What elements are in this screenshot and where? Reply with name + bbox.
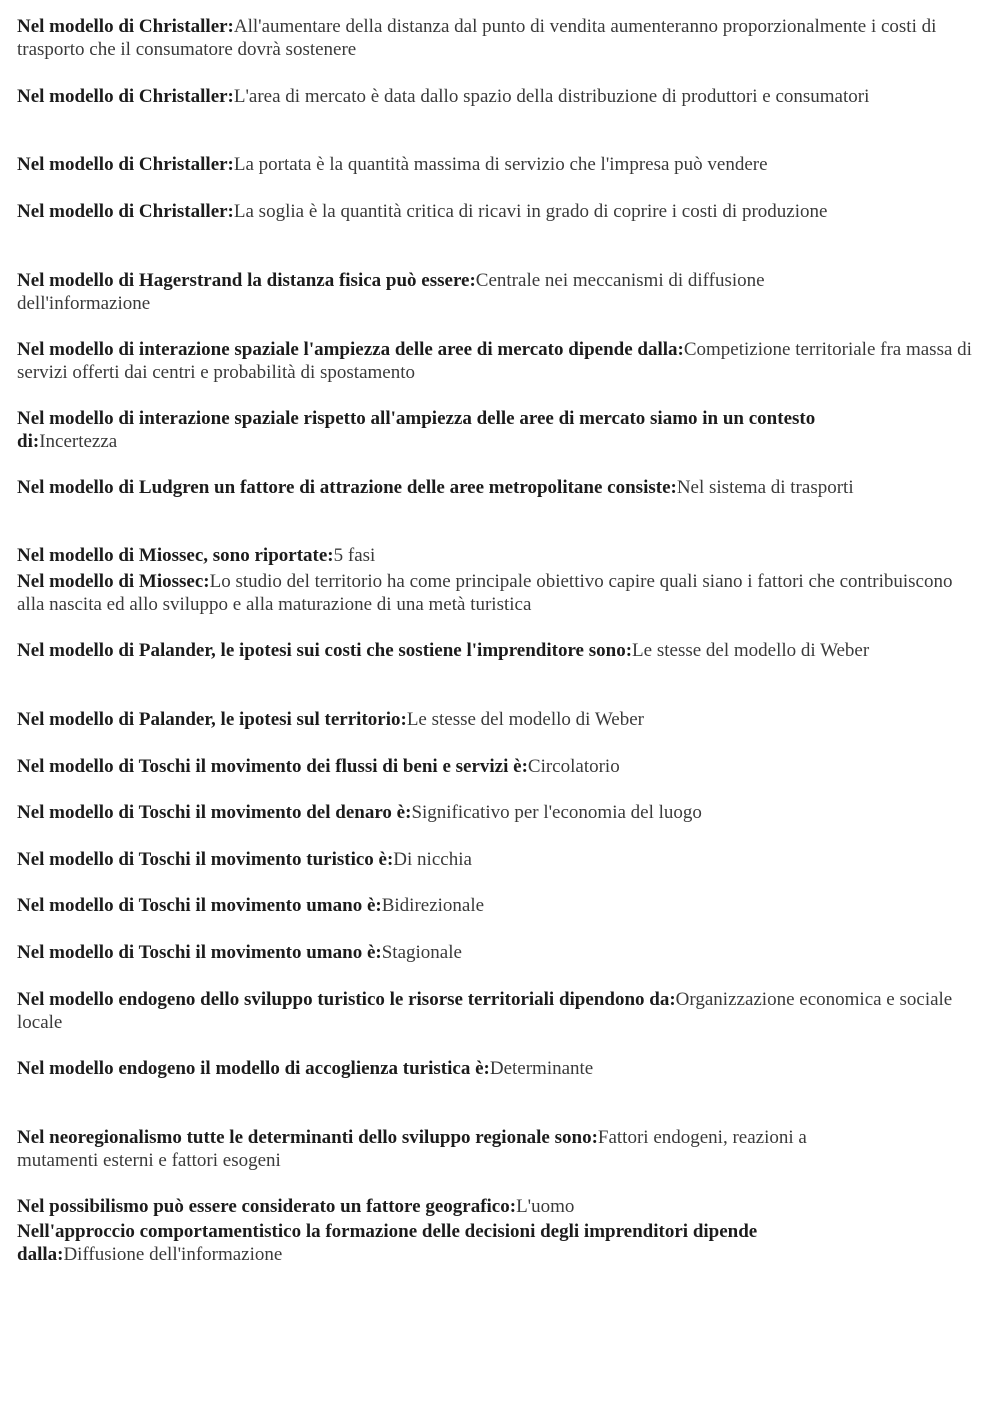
question-text: Nel modello di Miossec, sono riportate:	[17, 545, 334, 566]
answer-text: Organizzazione economica e sociale locale	[17, 989, 953, 1033]
qa-entry	[17, 756, 977, 779]
qa-entry	[17, 895, 977, 918]
answer-text: Lo studio del territorio ha come principale obiettivo capire quali siano i fattori che contribuiscono alla nascita ed allo sviluppo e alla maturazione di una metà turistica	[17, 571, 953, 615]
answer-text: Stagionale	[381, 942, 462, 963]
qa-entry	[17, 1221, 837, 1266]
qa-entry	[17, 640, 977, 663]
qa-entry	[17, 571, 977, 616]
qa-entry	[17, 477, 977, 500]
qa-entry	[17, 1127, 877, 1172]
qa-entry	[17, 942, 977, 965]
answer-text: Determinante	[489, 1058, 594, 1079]
answer-text: Circolatorio	[527, 756, 620, 777]
qa-entry	[17, 1058, 977, 1081]
answer-text: Le stesse del modello di Weber	[406, 709, 644, 730]
question-text: Nell'approccio comportamentistico la formazione delle decisioni degli imprenditori dipende dalla:	[17, 1221, 758, 1265]
qa-entry	[17, 408, 897, 453]
answer-text: La portata è la quantità massima di servizio che l'impresa può vendere	[233, 154, 768, 175]
qa-entry	[17, 802, 977, 825]
question-text: Nel modello endogeno dello sviluppo turistico le risorse territoriali dipendono da:	[17, 989, 676, 1010]
qa-entry	[17, 989, 957, 1034]
question-text: Nel modello di Miossec:	[17, 571, 210, 592]
answer-text: L'area di mercato è data dallo spazio della distribuzione di produttori e consumatori	[233, 86, 870, 107]
question-text: Nel modello di Toschi il movimento umano è:	[17, 942, 382, 963]
question-text: Nel modello di Toschi il movimento dei flussi di beni e servizi è:	[17, 756, 528, 777]
question-text: Nel modello di Christaller:	[17, 86, 234, 107]
qa-entry	[17, 849, 977, 872]
answer-text: Fattori endogeni, reazioni a mutamenti esterni e fattori esogeni	[17, 1127, 807, 1171]
qa-entry	[17, 339, 977, 384]
answer-text: Centrale nei meccanismi di diffusione dell'informazione	[17, 270, 765, 314]
question-text: Nel modello di Toschi il movimento umano è:	[17, 895, 382, 916]
answer-text: Nel sistema di trasporti	[676, 477, 854, 498]
answer-text: 5 fasi	[333, 545, 376, 566]
qa-entry	[17, 86, 977, 109]
answer-text: All'aumentare della distanza dal punto di vendita aumenteranno proporzionalmente i costi di trasporto che il consumatore dovrà sostenere	[17, 16, 937, 60]
question-text: Nel modello di interazione spaziale rispetto all'ampiezza delle aree di mercato siamo in un contesto di:	[17, 408, 816, 452]
answer-text: La soglia è la quantità critica di ricavi in grado di coprire i costi di produzione	[233, 201, 828, 222]
qa-entry	[17, 270, 847, 315]
question-text: Nel modello di Hagerstrand la distanza fisica può essere:	[17, 270, 476, 291]
answer-text: Incertezza	[39, 430, 118, 452]
qa-entry	[17, 201, 977, 224]
question-text: Nel modello di Christaller:	[17, 154, 234, 175]
answer-text: L'uomo	[516, 1196, 575, 1217]
question-text: Nel modello di interazione spaziale l'ampiezza delle aree di mercato dipende dalla:	[17, 339, 684, 360]
question-text: Nel modello di Palander, le ipotesi sul territorio:	[17, 709, 407, 730]
question-text: Nel modello di Christaller:	[17, 201, 234, 222]
qa-entry	[17, 154, 977, 177]
qa-entry	[17, 545, 977, 568]
qa-entry	[17, 16, 977, 61]
qa-entry	[17, 1196, 977, 1219]
question-text: Nel possibilismo può essere considerato un fattore geografico:	[17, 1196, 517, 1217]
answer-text: Le stesse del modello di Weber	[632, 640, 870, 661]
question-text: Nel modello endogeno il modello di accoglienza turistica è:	[17, 1058, 490, 1079]
answer-text: Significativo per l'economia del luogo	[411, 802, 702, 823]
answer-text: Bidirezionale	[381, 895, 485, 916]
answer-text: Diffusione dell'informazione	[63, 1243, 283, 1265]
question-text: Nel neoregionalismo tutte le determinanti dello sviluppo regionale sono:	[17, 1127, 598, 1148]
question-text: Nel modello di Christaller:	[17, 16, 234, 37]
answer-text: Competizione territoriale fra massa di servizi offerti dai centri e probabilità di spostamento	[17, 339, 972, 383]
question-text: Nel modello di Toschi il movimento turistico è:	[17, 849, 394, 870]
answer-text: Di nicchia	[393, 849, 472, 870]
question-text: Nel modello di Palander, le ipotesi sui costi che sostiene l'imprenditore sono:	[17, 640, 633, 661]
question-text: Nel modello di Ludgren un fattore di attrazione delle aree metropolitane consiste:	[17, 477, 677, 498]
question-text: Nel modello di Toschi il movimento del denaro è:	[17, 802, 412, 823]
qa-entry	[17, 709, 977, 732]
